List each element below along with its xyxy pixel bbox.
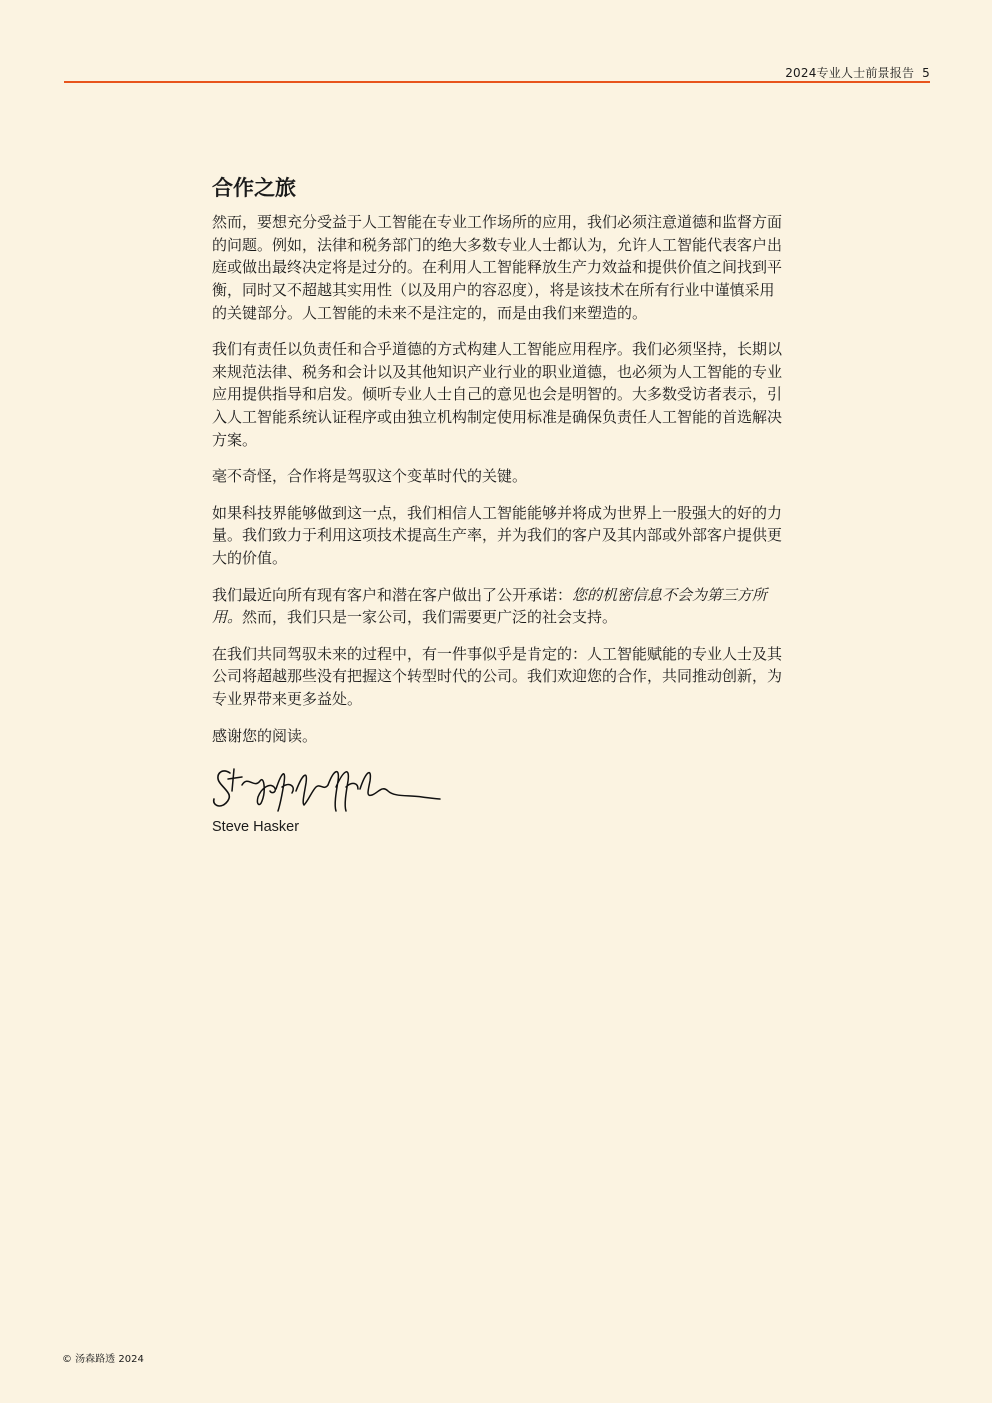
signer-name: Steve Hasker	[212, 819, 300, 836]
header-divider	[64, 81, 930, 83]
handwritten-signature	[212, 761, 442, 817]
page-number: 5	[922, 66, 930, 80]
paragraph: 我们有责任以负责任和合乎道德的方式构建人工智能应用程序。我们必须坚持，长期以来规范法律、税务和会计以及其他知识产业行业的职业道德，也必须为人工智能的专业应用提供指导和启发。倾听专业人士自己的意见也会是明智的。大多数受访者表示，引入人工智能系统认证程序或由独立机构制定使用标准是确保负责任人工智能的首选解决方案。	[212, 340, 783, 449]
paragraph: 然而，要想充分受益于人工智能在专业工作场所的应用，我们必须注意道德和监督方面的问题。例如，法律和税务部门的绝大多数专业人士都认为，允许人工智能代表客户出庭或做出最终决定将是过分的。在利用人工智能释放生产力效益和提供价值之间找到平衡，同时又不超越其实用性（以及用户的容忍度），将是该技术在所有行业中谨慎采用的关键部分。人工智能的未来不是注定的，而是由我们来塑造的。	[212, 213, 783, 322]
commitment-tail: 然而，我们只是一家公司，我们需要更广泛的社会支持。	[242, 608, 618, 627]
report-header	[785, 64, 930, 81]
thanks-line: 感谢您的阅读。	[212, 726, 318, 745]
report-title: 2024专业人士前景报告	[785, 66, 915, 80]
commitment-paragraph	[212, 584, 784, 629]
letter-body	[212, 175, 784, 835]
commitment-quote: 您的机密信息不会为第三方所用。	[212, 585, 768, 627]
footer-copyright: © 汤森路透 2024	[62, 1354, 144, 1365]
paragraph: 毫不奇怪，合作将是驾驭这个变革时代的关键。	[212, 467, 528, 486]
paragraph: 在我们共同驾驭未来的过程中，有一件事似乎是肯定的：人工智能赋能的专业人士及其公司将超越那些没有把握这个转型时代的公司。我们欢迎您的合作，共同推动创新，为专业界带来更多益处。	[212, 644, 783, 708]
section-title: 合作之旅	[212, 176, 296, 200]
commitment-lead: 我们最近向所有现有客户和潜在客户做出了公开承诺：	[212, 585, 573, 604]
paragraph: 如果科技界能够做到这一点，我们相信人工智能能够并将成为世界上一股强大的好的力量。我们致力于利用这项技术提高生产率，并为我们的客户及其内部或外部客户提供更大的价值。	[212, 503, 783, 568]
